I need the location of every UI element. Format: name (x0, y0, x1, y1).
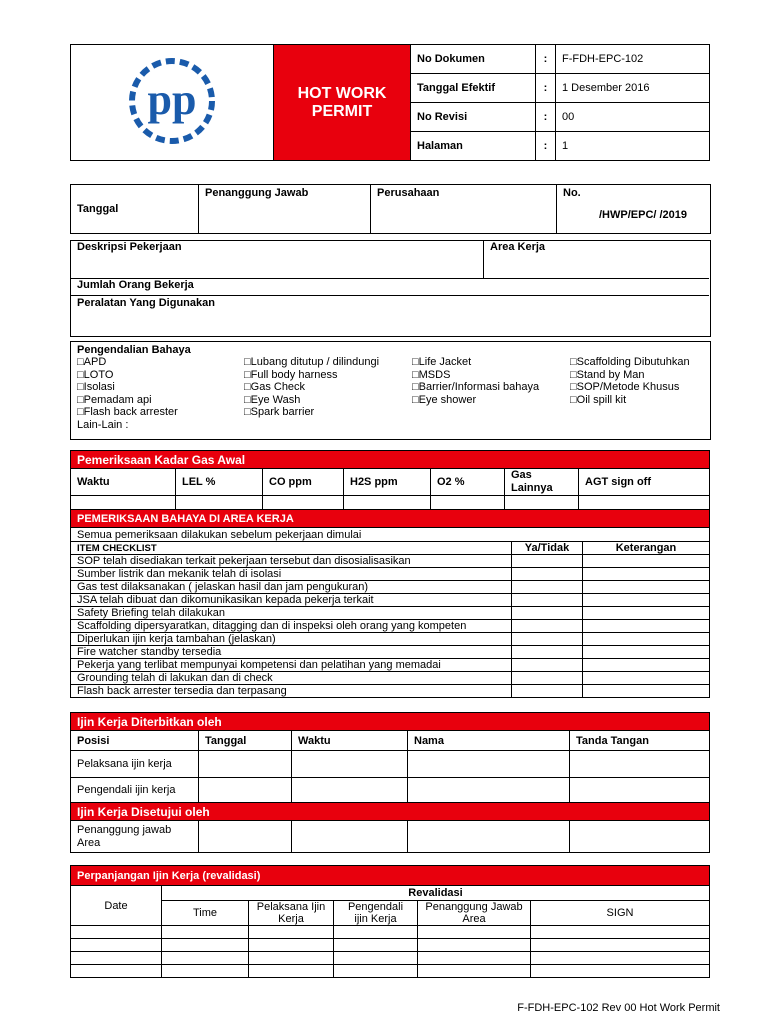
page-label: Halaman (411, 132, 536, 161)
area-label: Area Kerja (490, 241, 546, 253)
issued-h-tanggal: Tanggal (199, 731, 292, 751)
checklist-answer[interactable] (512, 672, 583, 685)
controls-col-4 (570, 356, 690, 406)
control-loto[interactable]: □LOTO (77, 368, 114, 381)
issued-table (70, 712, 710, 853)
ext-cell[interactable] (531, 926, 710, 939)
sign-cell[interactable] (199, 751, 292, 778)
checklist-answer[interactable] (512, 594, 583, 607)
issued-h-ttd: Tanda Tangan (570, 731, 710, 751)
checklist-item: SOP telah disediakan terkait pekerjaan tersebut dan disosialisasikan (71, 555, 512, 568)
logo-cell (71, 45, 274, 161)
ext-cell[interactable] (162, 939, 249, 952)
ext-cell[interactable] (71, 965, 162, 978)
extension-date: Date (71, 886, 162, 926)
logo-text: pp (147, 75, 197, 124)
deskripsi-label: Deskripsi Pekerjaan (77, 241, 182, 253)
sign-cell[interactable] (408, 778, 570, 803)
checklist-answer[interactable] (512, 685, 583, 698)
checklist-note[interactable] (583, 568, 710, 581)
gas-cell[interactable] (71, 496, 176, 510)
checklist-item: Scaffolding dipersyaratkan, ditagging dan di inspeksi oleh orang yang kompeten (71, 620, 512, 633)
sign-cell[interactable] (570, 821, 710, 853)
jumlah-label: Jumlah Orang Bekerja (77, 279, 194, 291)
peralatan-label: Peralatan Yang Digunakan (77, 297, 215, 309)
checklist-answer[interactable] (512, 633, 583, 646)
hazard-table (70, 509, 710, 698)
ext-cell[interactable] (249, 965, 334, 978)
checklist-item: Pekerja yang terlibat mempunyai kompetensi dan pelatihan yang memadai (71, 659, 512, 672)
ext-cell[interactable] (531, 939, 710, 952)
title-cell (274, 45, 411, 161)
ext-cell[interactable] (162, 965, 249, 978)
extension-col-pelaksana: Pelaksana Ijin Kerja (249, 901, 334, 926)
control-pemadam[interactable]: □Pemadam api (77, 393, 152, 406)
controls-title: Pengendalian Bahaya (77, 344, 191, 356)
gas-cell[interactable] (431, 496, 505, 510)
sign-cell[interactable] (292, 821, 408, 853)
checklist-item: Sumber listrik dan mekanik telah di isolasi (71, 568, 512, 581)
ext-cell[interactable] (249, 926, 334, 939)
control-lifejacket[interactable]: □Life Jacket (412, 356, 472, 368)
hazard-title: PEMERIKSAAN BAHAYA DI AREA KERJA (71, 510, 710, 528)
sign-cell[interactable] (199, 821, 292, 853)
gas-title: Pemeriksaan Kadar Gas Awal (71, 451, 710, 469)
gas-h-lel: LEL % (176, 469, 263, 496)
checklist-item: Diperlukan ijin kerja tambahan (jelaskan) (71, 633, 512, 646)
revision-colon: : (536, 103, 556, 132)
gas-h-o2: O2 % (431, 469, 505, 496)
approved-title: Ijin Kerja Disetujui oleh (71, 803, 710, 821)
job-vdivider (483, 240, 484, 278)
ext-cell[interactable] (531, 965, 710, 978)
ext-cell[interactable] (71, 952, 162, 965)
perusahaan-label: Perusahaan (371, 185, 557, 234)
hazard-col-item: ITEM CHECKLIST (71, 542, 512, 555)
no-cell (557, 185, 711, 234)
ext-cell[interactable] (334, 939, 418, 952)
no-value: /HWP/EPC/ /2019 (599, 209, 688, 221)
gas-h-waktu: Waktu (71, 469, 176, 496)
gas-cell[interactable] (263, 496, 344, 510)
ext-cell[interactable] (71, 939, 162, 952)
ext-cell[interactable] (334, 952, 418, 965)
checklist-item: Flash back arrester tersedia dan terpasang (71, 685, 512, 698)
effective-value: 1 Desember 2016 (556, 74, 710, 103)
control-eyeshower[interactable]: □Eye shower (412, 393, 477, 406)
approved-row-penanggung: Penanggung jawab Area (71, 821, 199, 853)
checklist-answer[interactable] (512, 568, 583, 581)
gas-table (70, 450, 710, 510)
issued-title: Ijin Kerja Diterbitkan oleh (71, 713, 710, 731)
sign-cell[interactable] (408, 751, 570, 778)
ext-cell[interactable] (334, 926, 418, 939)
issued-row-pengendali: Pengendali ijin kerja (71, 778, 199, 803)
ext-cell[interactable] (71, 926, 162, 939)
checklist-answer[interactable] (512, 620, 583, 633)
gas-cell[interactable] (344, 496, 431, 510)
hazard-note: Semua pemeriksaan dilakukan sebelum pekerjaan dimulai (71, 528, 710, 542)
control-flashback[interactable]: □Flash back arrester (77, 406, 178, 419)
gas-h-lainnya: Gas Lainnya (505, 469, 579, 496)
sign-cell[interactable] (292, 778, 408, 803)
gas-cell[interactable] (505, 496, 579, 510)
checklist-answer[interactable] (512, 555, 583, 568)
title-line-2: PERMIT (311, 102, 373, 120)
effective-colon: : (536, 74, 556, 103)
revision-value: 00 (556, 103, 710, 132)
gas-h-h2s: H2S ppm (344, 469, 431, 496)
ext-cell[interactable] (162, 952, 249, 965)
control-standby[interactable]: □Stand by Man (570, 368, 645, 381)
extension-col-time: Time (162, 901, 249, 926)
sign-cell[interactable] (408, 821, 570, 853)
extension-col-sign: SIGN (531, 901, 710, 926)
control-msds[interactable]: □MSDS (412, 368, 451, 381)
controls-col-1 (77, 356, 178, 432)
control-barrier[interactable]: □Barrier/Informasi bahaya (412, 381, 540, 394)
header-table (70, 44, 710, 161)
pp-logo-icon (122, 56, 222, 146)
checklist-item: Gas test dilaksanakan ( jelaskan hasil dan jam pengukuran) (71, 581, 512, 594)
control-lubang[interactable]: □Lubang ditutup / dilindungi (244, 356, 380, 368)
checklist-note[interactable] (583, 607, 710, 620)
issued-row-pelaksana: Pelaksana ijin kerja (71, 751, 199, 778)
sign-cell[interactable] (570, 751, 710, 778)
gas-h-co: CO ppm (263, 469, 344, 496)
checklist-item: JSA telah dibuat dan dikomunikasikan kepada pekerja terkait (71, 594, 512, 607)
extension-col-pengendali: Pengendali ijin Kerja (334, 901, 418, 926)
ext-cell[interactable] (418, 939, 531, 952)
checklist-answer[interactable] (512, 646, 583, 659)
hazard-col-ya: Ya/Tidak (512, 542, 583, 555)
checklist-note[interactable] (583, 685, 710, 698)
tanggal-label: Tanggal (71, 185, 199, 234)
ext-cell[interactable] (418, 952, 531, 965)
checklist-note[interactable] (583, 659, 710, 672)
ext-cell[interactable] (249, 952, 334, 965)
checklist-answer[interactable] (512, 659, 583, 672)
checklist-item: Grounding telah di lakukan dan di check (71, 672, 512, 685)
extension-col-penanggung: Penanggung Jawab Area (418, 901, 531, 926)
extension-title: Perpanjangan Ijin Kerja (revalidasi) (71, 866, 710, 886)
footer-text: F-FDH-EPC-102 Rev 00 Hot Work Permit (517, 1002, 720, 1014)
controls-col-2 (244, 356, 379, 419)
checklist-item: Safety Briefing telah dilakukan (71, 607, 512, 620)
control-oilspill[interactable]: □Oil spill kit (570, 393, 627, 406)
page-colon: : (536, 132, 556, 161)
checklist-note[interactable] (583, 672, 710, 685)
job-divider-2 (70, 295, 709, 296)
checklist-answer[interactable] (512, 607, 583, 620)
gas-h-agt: AGT sign off (579, 469, 710, 496)
control-eyewash[interactable]: □Eye Wash (244, 393, 301, 406)
checklist-answer[interactable] (512, 581, 583, 594)
checklist-note[interactable] (583, 581, 710, 594)
checklist-note[interactable] (583, 555, 710, 568)
issued-h-waktu: Waktu (292, 731, 408, 751)
gas-cell[interactable] (176, 496, 263, 510)
control-spark[interactable]: □Spark barrier (244, 406, 315, 419)
ext-cell[interactable] (162, 926, 249, 939)
ext-cell[interactable] (531, 952, 710, 965)
issued-h-posisi: Posisi (71, 731, 199, 751)
extension-table (70, 865, 710, 978)
control-gascheck[interactable]: □Gas Check (244, 381, 306, 394)
checklist-note[interactable] (583, 620, 710, 633)
title-line-1: HOT WORK (297, 84, 387, 102)
effective-label: Tanggal Efektif (411, 74, 536, 103)
control-apd[interactable]: □APD (77, 356, 107, 368)
control-scaffolding[interactable]: □Scaffolding Dibutuhkan (570, 356, 690, 368)
checklist-note[interactable] (583, 646, 710, 659)
sign-cell[interactable] (199, 778, 292, 803)
ext-cell[interactable] (418, 965, 531, 978)
doc-colon: : (536, 45, 556, 74)
info-table (70, 184, 711, 234)
doc-value: F-FDH-EPC-102 (556, 45, 710, 74)
ext-cell[interactable] (249, 939, 334, 952)
gas-cell[interactable] (579, 496, 710, 510)
checklist-note[interactable] (583, 594, 710, 607)
controls-lain: Lain-Lain : (77, 418, 129, 431)
issued-h-nama: Nama (408, 731, 570, 751)
controls-col-3 (412, 356, 539, 406)
ext-cell[interactable] (418, 926, 531, 939)
no-label: No. (563, 187, 581, 199)
penanggung-label: Penanggung Jawab (199, 185, 371, 234)
control-isolasi[interactable]: □Isolasi (77, 381, 115, 394)
sign-cell[interactable] (570, 778, 710, 803)
doc-label: No Dokumen (411, 45, 536, 74)
extension-revalidasi: Revalidasi (162, 886, 710, 901)
hazard-col-ket: Keterangan (583, 542, 710, 555)
control-harness[interactable]: □Full body harness (244, 368, 338, 381)
checklist-item: Fire watcher standby tersedia (71, 646, 512, 659)
page-value: 1 (556, 132, 710, 161)
sign-cell[interactable] (292, 751, 408, 778)
checklist-note[interactable] (583, 633, 710, 646)
revision-label: No Revisi (411, 103, 536, 132)
ext-cell[interactable] (334, 965, 418, 978)
control-sop[interactable]: □SOP/Metode Khusus (570, 381, 680, 394)
